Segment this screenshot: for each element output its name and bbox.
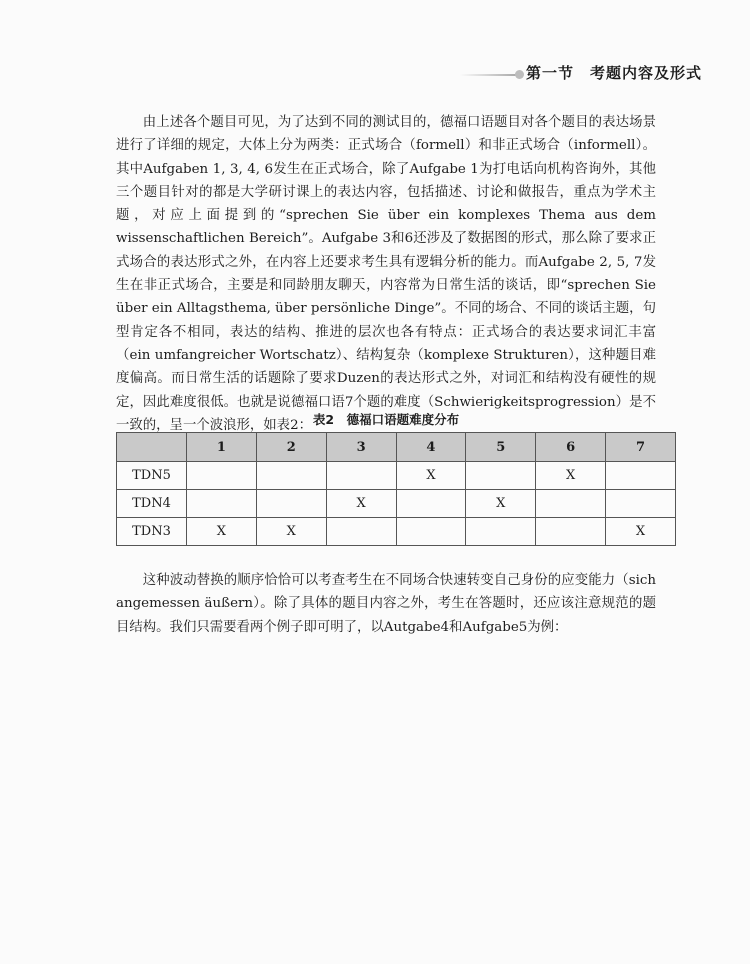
header-cell [117,433,187,462]
table-cell: X [536,462,606,490]
difficulty-table [116,432,676,546]
paragraph-2: 这种波动替换的顺序恰恰可以考查考生在不同场合快速转变自己身份的应变能力（sich angemessen äußern）。除了具体的题目内容之外，考生在答题时，还应该注意规范的题目结构。我们只需要看两个例子即可明了，以Autgabe4和Aufgabe5为例： [116,573,656,635]
table-cell [396,490,466,518]
table-cell [536,518,606,546]
table-cell: X [256,518,326,546]
row-label: TDN5 [117,462,187,490]
table-cell: X [606,518,676,546]
table-cell: X [466,490,536,518]
body-text [116,569,656,639]
table-cell: X [187,518,257,546]
header-cell: 4 [396,433,466,462]
body-text [116,111,656,437]
header-cell: 5 [466,433,536,462]
header-decorative-dot [515,70,524,79]
table-cell: X [396,462,466,490]
header-cell: 1 [187,433,257,462]
paragraph-1: 由上述各个题目可见，为了达到不同的测试目的，德福口语题目对各个题目的表达场景进行了详细的规定，大体上分为两类：正式场合（formell）和非正式场合（informell）。其中Aufgaben 1, 3, 4, 6发生在正式场合，除了Aufgabe 1为打电话向机构咨询外，其他三个题目针对的都是大学研讨课上的表达内容，包括描述、讨论和做报告，重点为学术主题，对应上面提到的“sprechen Sie über ein komplexes Thema aus dem wissenschaftlichen Bereich”。Aufgabe 3和6还涉及了数据图的形式，那么除了要求正式场合的表达形式之外，在内容上还要求考生具有逻辑分析的能力。而Aufgabe 2, 5, 7发生在非正式场合，主要是和同龄朋友聊天，内容常为日常生活的谈话，即“sprechen Sie über ein Alltagsthema, über persönliche Dinge”。不同的场合、不同的谈话主题，句型肯定各不相同，表达的结构、推进的层次也各有特点：正式场合的表达要求词汇丰富（ein umfangreicher Wortschatz）、结构复杂（komplexe Strukturen），这种题目难度偏高。而日常生活的话题除了要求Duzen的表达形式之外，对词汇和结构没有硬性的规定，因此难度很低。也就是说德福口语7个题的难度（Schwierigkeitsprogression）是不一致的，呈一个波浪形，如表2： [116,115,656,433]
table-cell [256,462,326,490]
table-row [117,490,676,518]
table-cell [187,462,257,490]
table-cell [187,490,257,518]
table-row [117,518,676,546]
table-cell [466,518,536,546]
table-header-row [117,433,676,462]
table-cell [326,462,396,490]
table-row [117,462,676,490]
table-cell [256,490,326,518]
header-decorative-rule [460,74,516,76]
row-label: TDN4 [117,490,187,518]
header-cell: 6 [536,433,606,462]
table-cell [396,518,466,546]
table-cell [466,462,536,490]
table-caption: 表2 德福口语题难度分布 [312,412,460,427]
header-cell: 2 [256,433,326,462]
header-cell: 7 [606,433,676,462]
table-cell [536,490,606,518]
section-title: 第一节 考题内容及形式 [526,64,703,82]
running-header [460,60,710,86]
table-cell: X [326,490,396,518]
table-cell [606,462,676,490]
table-cell [326,518,396,546]
table-cell [606,490,676,518]
row-label: TDN3 [117,518,187,546]
header-cell: 3 [326,433,396,462]
